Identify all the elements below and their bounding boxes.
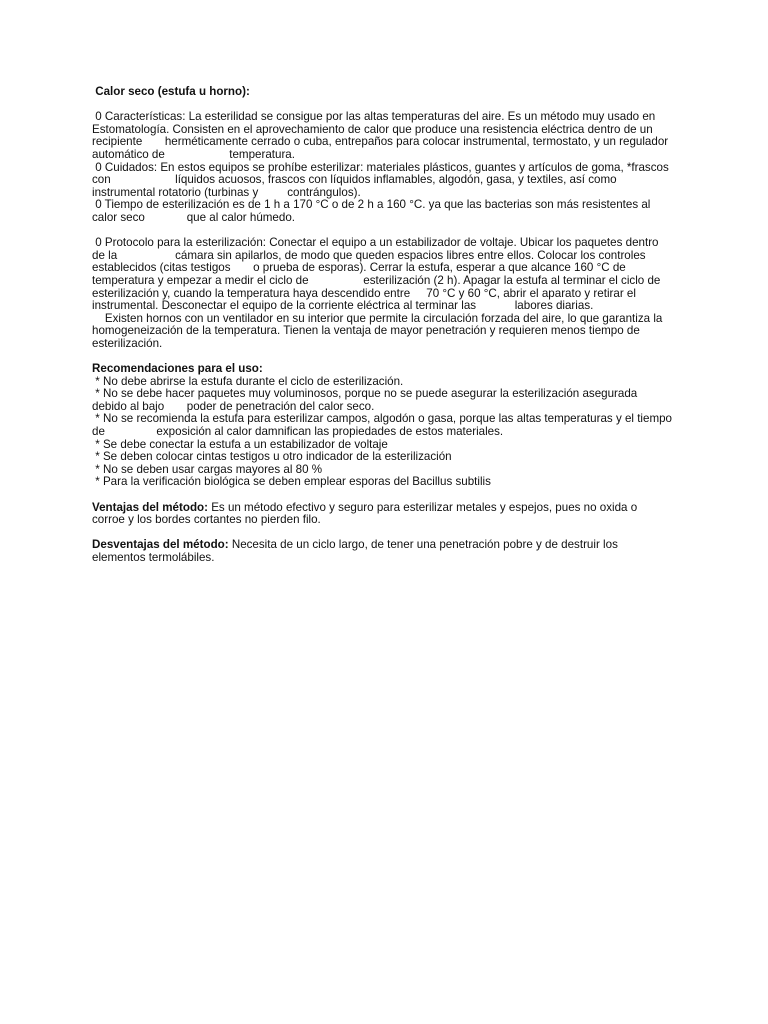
text-line: recipiente herméticamente cerrado o cuba, entrepaños para colocar instrumental, termostato, y un regulador [92, 135, 669, 149]
text-line: Estomatología. Consisten en el aprovechamiento de calor que produce una resistencia eléctrica dentro de un [92, 122, 653, 136]
recommendations-heading: Recomendaciones para el uso: [92, 362, 263, 376]
list-item: debido al bajo poder de penetración del calor seco. [92, 399, 375, 413]
list-item: * Se debe conectar la estufa a un estabilizador de voltaje [92, 437, 388, 451]
text-line: temperatura y empezar a medir el ciclo de esterilización (2 h). Apagar la estufa al terminar el ciclo de [92, 273, 661, 287]
list-item: * Para la verificación biológica se deben emplear esporas del Bacillus subtilis [92, 475, 491, 489]
text-line: establecidos (citas testigos o prueba de esporas). Cerrar la estufa, esperar a que alcance 160 °C de [92, 261, 626, 275]
text-line: esterilización y, cuando la temperatura haya descendido entre 70 °C y 60 °C, abrir el aparato y retirar el [92, 286, 636, 300]
list-item: * Se deben colocar cintas testigos u otro indicador de la esterilización [92, 450, 452, 464]
text-line: homogeneización de la temperatura. Tienen la ventaja de mayor penetración y requieren menos tiempo de [92, 324, 640, 338]
text-line: de la cámara sin apilarlos, de modo que queden espacios libres entre ellos. Colocar los controles [92, 248, 646, 262]
text-line: esterilización. [92, 336, 163, 350]
list-item: * No debe abrirse la estufa durante el ciclo de esterilización. [92, 374, 404, 388]
text-line: 0 Protocolo para la esterilización: Conectar el equipo a un estabilizador de voltaje. Ubicar los paquetes dentro [92, 236, 659, 250]
disadvantages-text: Necesita de un ciclo largo, de tener una penetración pobre y de destruir los [228, 538, 618, 552]
text-line: 0 Características: La esterilidad se consigue por las altas temperaturas del aire. Es un método muy usado en [92, 110, 656, 124]
section-heading-calor-seco: Calor seco (estufa u horno): [92, 85, 250, 98]
text-line: automático de temperatura. [92, 147, 295, 161]
text-line: 0 Cuidados: En estos equipos se prohíbe esterilizar: materiales plásticos, guantes y artículos de goma, *frascos [92, 160, 669, 174]
list-item: * No se deben usar cargas mayores al 80 % [92, 462, 323, 476]
text-line: elementos termolábiles. [92, 550, 215, 564]
recommendations-list [92, 376, 682, 489]
document-body [92, 86, 682, 565]
text-line: instrumental. Desconectar el equipo de la corriente eléctrica al terminar las labores diarias. [92, 299, 594, 313]
advantages-label: Ventajas del método: [92, 500, 208, 514]
list-item: * No se debe hacer paquetes muy voluminosos, porque no se puede asegurar la esterilización asegurada [92, 387, 638, 401]
advantages-text: Es un método efectivo y seguro para esterilizar metales y espejos, pues no oxida o [207, 500, 638, 514]
text-line: 0 Tiempo de esterilización es de 1 h a 170 °C o de 2 h a 160 °C. ya que las bacterias son más resistentes al [92, 198, 651, 212]
advantages-paragraph [92, 502, 682, 527]
text-line: corroe y los bordes cortantes no pierden filo. [92, 513, 321, 527]
disadvantages-paragraph [92, 539, 682, 564]
text-line: con líquidos acuosos, frascos con líquidos inflamables, algodón, gasa, y textiles, así como [92, 173, 617, 187]
list-item: * No se recomienda la estufa para esterilizar campos, algodón o gasa, porque las altas temperaturas y el tiempo [92, 412, 672, 426]
disadvantages-label: Desventajas del método: [92, 538, 229, 552]
text-line: instrumental rotatorio (turbinas y contrángulos). [92, 185, 361, 199]
list-item: de exposición al calor damnifican las propiedades de estos materiales. [92, 425, 504, 439]
characteristics-paragraph [92, 111, 682, 224]
protocol-paragraph [92, 237, 682, 350]
text-line: calor seco que al calor húmedo. [92, 210, 295, 224]
text-line: Existen hornos con un ventilador en su interior que permite la circulación forzada del aire, lo que garantiza la [92, 311, 663, 325]
